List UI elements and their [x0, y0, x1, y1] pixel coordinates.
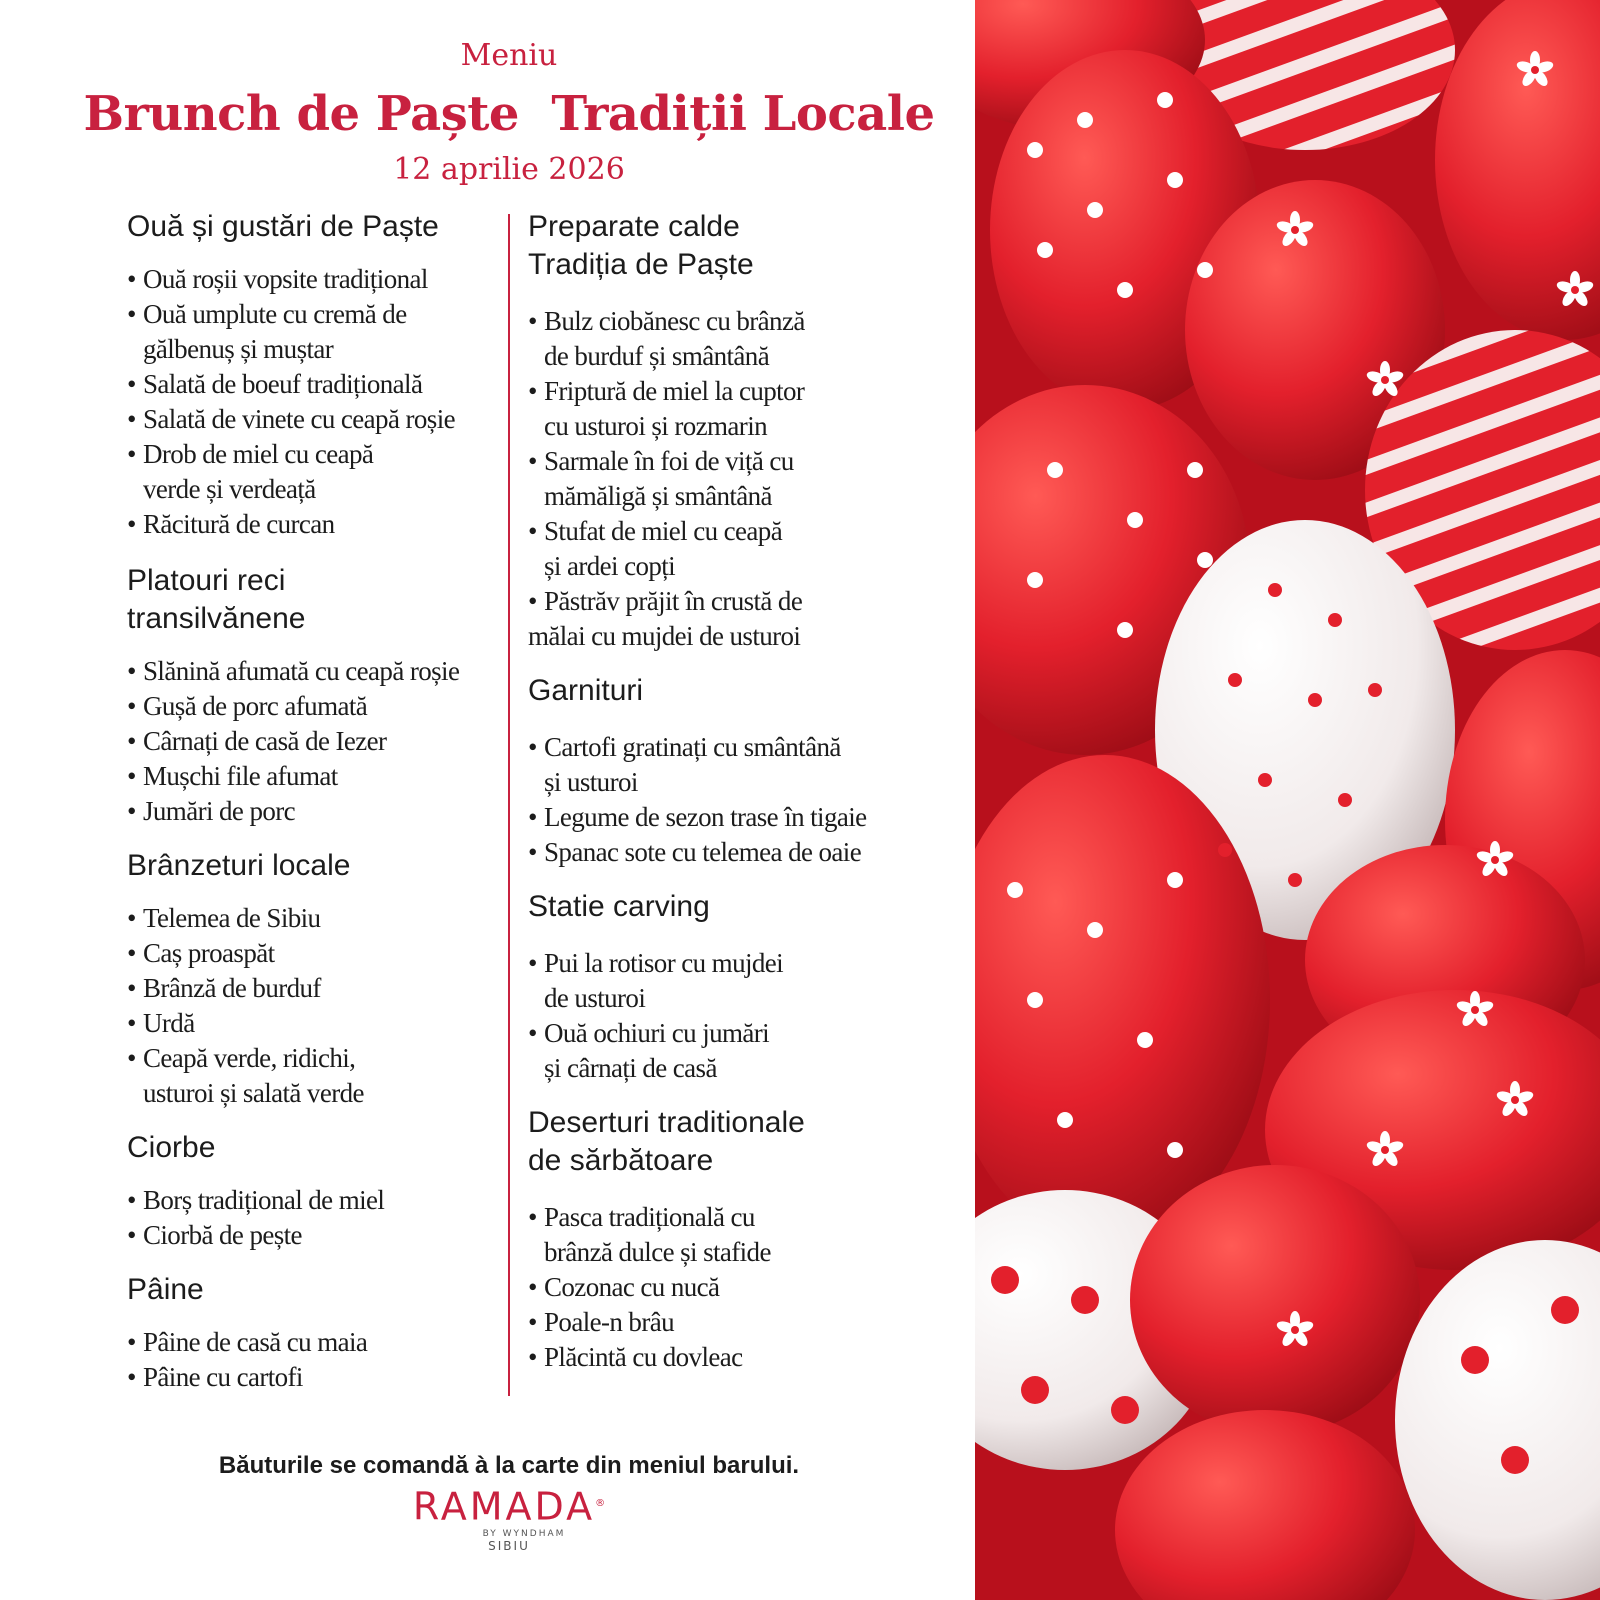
menu-item: verde și verdeață — [143, 474, 316, 504]
menu-item: • Salată de vinete cu ceapă roșie — [127, 402, 507, 437]
menu-item: • Cartofi gratinați cu smântână — [528, 730, 908, 765]
section-title-line2: Tradiția de Paște — [528, 248, 754, 281]
menu-item: • Salată de boeuf tradițională — [127, 367, 507, 402]
section-title: Ouă și gustări de Paște — [127, 210, 439, 243]
section-statie-carving — [528, 888, 908, 1086]
menu-item: • Poale-n brâu — [528, 1305, 908, 1340]
section-title: Garnituri — [528, 674, 644, 707]
section-ciorbe — [127, 1129, 507, 1253]
menu-item: • Ouă umplute cu cremă de — [127, 297, 507, 332]
menu-item: • Păstrăv prăjit în crustă de — [528, 584, 908, 619]
menu-item: • Ouă ochiuri cu jumări — [528, 1016, 908, 1051]
menu-item: • Sarmale în foi de viță cu — [528, 444, 908, 479]
menu-item: • Mușchi file afumat — [127, 759, 507, 794]
menu-item: cu usturoi și rozmarin — [544, 411, 767, 441]
menu-item: • Ciorbă de pește — [127, 1218, 507, 1253]
logo-brand — [0, 1484, 1018, 1527]
section-title: Pâine — [127, 1273, 204, 1306]
menu-item: • Telemea de Sibiu — [127, 901, 507, 936]
menu-item: • Legume de sezon trase în tigaie — [528, 800, 908, 835]
menu-item: • Ouă roșii vopsite tradițional — [127, 262, 507, 297]
drinks-note: Băuturile se comandă à la carte din meniul barului. — [218, 1452, 800, 1479]
section-oua-gustari — [127, 208, 507, 542]
section-title-line2: transilvănene — [127, 602, 306, 635]
logo-city: SIBIU — [488, 1538, 530, 1553]
section-branzeturi — [127, 847, 507, 1111]
page-title: Brunch de Paște Tradiții Locale — [83, 86, 935, 142]
menu-item: • Drob de miel cu ceapă — [127, 437, 507, 472]
logo-registered-mark: ® — [595, 1498, 606, 1509]
menu-item: • Plăcintă cu dovleac — [528, 1340, 908, 1375]
section-title: Brânzeturi locale — [127, 849, 351, 882]
section-title: Ciorbe — [127, 1131, 216, 1164]
menu-item: • Urdă — [127, 1006, 507, 1041]
section-title: Preparate calde — [528, 210, 740, 243]
menu-item: și ardei copți — [544, 551, 676, 581]
section-garnituri — [528, 672, 908, 870]
menu-item: • Pâine de casă cu maia — [127, 1325, 507, 1360]
menu-column-right — [528, 208, 908, 1375]
section-platouri-reci — [127, 562, 507, 829]
section-title: Deserturi traditionale — [528, 1106, 805, 1139]
menu-item: • Răcitură de curcan — [127, 507, 507, 542]
event-date: 12 aprilie 2026 — [393, 152, 625, 187]
menu-item: de usturoi — [544, 983, 646, 1013]
menu-item: • Pui la rotisor cu mujdei — [528, 946, 908, 981]
menu-item: și cârnați de casă — [544, 1053, 717, 1083]
menu-item: • Bulz ciobănesc cu brânză — [528, 304, 908, 339]
menu-item: și usturoi — [544, 767, 638, 797]
menu-item: • Pasca tradițională cu — [528, 1200, 908, 1235]
menu-item: • Brânză de burduf — [127, 971, 507, 1006]
menu-item: • Jumări de porc — [127, 794, 507, 829]
menu-item: mălai cu mujdei de usturoi — [528, 621, 801, 651]
menu-item: • Stufat de miel cu ceapă — [528, 514, 908, 549]
menu-item: • Pâine cu cartofi — [127, 1360, 507, 1395]
menu-item: usturoi și salată verde — [143, 1078, 364, 1108]
menu-item: mămăligă și smântână — [544, 481, 772, 511]
column-divider — [508, 214, 510, 1396]
logo-subtitle: BY WYNDHAM — [482, 1528, 566, 1539]
menu-item: • Spanac sote cu telemea de oaie — [528, 835, 908, 870]
section-title-line2: de sărbătoare — [528, 1144, 714, 1177]
section-preparate-calde — [528, 208, 908, 654]
section-paine — [127, 1271, 507, 1395]
menu-item: • Gușă de porc afumată — [127, 689, 507, 724]
menu-item: brânză dulce și stafide — [544, 1237, 771, 1267]
menu-item: • Cârnați de casă de Iezer — [127, 724, 507, 759]
menu-item: • Caș proaspăt — [127, 936, 507, 971]
section-deserturi — [528, 1104, 908, 1375]
menu-label: Meniu — [460, 38, 558, 73]
egg — [1130, 1165, 1420, 1435]
menu-item: gălbenuș și muștar — [143, 334, 334, 364]
section-title: Platouri reci — [127, 564, 286, 597]
menu-item: • Cozonac cu nucă — [528, 1270, 908, 1305]
logo-brand-text: RAMADA — [412, 1484, 596, 1529]
section-title: Statie carving — [528, 890, 710, 923]
menu-item: • Borș tradițional de miel — [127, 1183, 507, 1218]
menu-item: • Slănină afumată cu ceapă roșie — [127, 654, 507, 689]
menu-item: • Friptură de miel la cuptor — [528, 374, 908, 409]
easter-eggs-photo — [975, 0, 1600, 1600]
menu-column-left — [127, 208, 507, 1395]
menu-item: • Ceapă verde, ridichi, — [127, 1041, 507, 1076]
ramada-logo — [0, 1484, 1018, 1553]
menu-item: de burduf și smântână — [544, 341, 770, 371]
